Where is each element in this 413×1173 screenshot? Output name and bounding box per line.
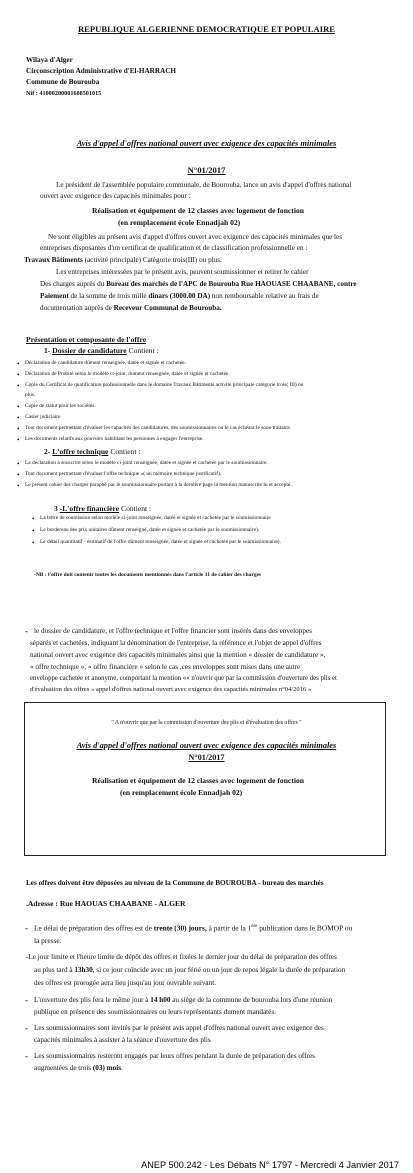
envelope-line-3: national ouvert avec exigence des capacités minimales ainsi que la mention « dossier de candidature », bbox=[30, 651, 326, 659]
box-project-line-2: (en remplacement école Ennadjah 02) bbox=[120, 788, 243, 797]
republic-heading: REPUBLIQUE ALGERIENNE DEMOCRATIQUE ET POPULAIRE bbox=[77, 24, 336, 34]
opening-text: L'ouverture des plis fera le même jour à bbox=[34, 996, 151, 1004]
s1-item: • Déclaration de Probité selon le modèle ci-joint, dument renseignée, datée et signée et cachetée. bbox=[25, 372, 400, 378]
s1-item: • Copie du Certificat de qualification professionnelle dans le domaine Travaux Bâtiments activité principale catégorie trois( III) ou bbox=[25, 383, 400, 389]
deposit-address: .Adresse : Rue HAOUAS CHAABANE - ALGER bbox=[26, 899, 186, 908]
invite-line-1: - Les soumissionnaires sont invités par le présent avis appel d'offres national ouvert avec exigence des bbox=[34, 1024, 324, 1032]
payment-amount: dinars (3000.00 DA) bbox=[148, 292, 211, 300]
envelope-line-1: - le dossier de candidature, et l'offre technique et l'offre financier sont insérés dans des enveloppes bbox=[34, 627, 312, 635]
envelope-line-4: « offre technique », « offre financière » selon le cas ,ces enveloppes sont mises dans une autre bbox=[30, 663, 301, 671]
limit-line-2 bbox=[34, 966, 345, 974]
validity-period: . bbox=[121, 1064, 123, 1072]
delay-line-1 bbox=[34, 924, 352, 933]
nb-note: -NB : l'offre doit contenir toutes les documents mentionnés dans l'article 11 de cahier des charges bbox=[34, 572, 262, 578]
delay-bomop: publication dans le BOMOP ou bbox=[257, 923, 353, 933]
eligibility-line-3 bbox=[24, 256, 222, 264]
envelope-line-6: d'évaluation des offres » appel d'offres national ouvert avec exigence des capacités minimales n°04/2016 » bbox=[30, 686, 312, 693]
intro-line-1: Le président de l'assemblée populaire communale, de Bourouba, lance un avis d'appel d'offres national bbox=[56, 181, 352, 189]
delay-line-2: la presse. bbox=[34, 936, 62, 945]
opening-line-2: publique en présence des soumissionnaires ou leurs représentants dument mandatés. bbox=[34, 1008, 276, 1016]
section-3-title: -L'offre financière bbox=[59, 504, 120, 513]
limit-line-1: -Le jour limite et l'heure limite de dépôt des offres et fixées le dernier jour du délai de préparation des offres bbox=[26, 953, 337, 961]
project-line-2: (en remplacement école Ennadjah 02) bbox=[118, 218, 241, 227]
deposit-line: Les offres doivent être déposées au niveau de la Commune de BOUROUBA - bureau des marchés bbox=[26, 879, 324, 887]
section-2-title: L'offre technique bbox=[52, 447, 109, 456]
intro-line-2: ouvert avec exigence des capacités minimales pour : bbox=[40, 192, 191, 200]
bureau-marches: Bureau des marchés de l'APC de Bourouba Rue HAOUASE CHAABANE, contre bbox=[106, 280, 357, 288]
section-1-title: Dossier de candidature bbox=[52, 346, 127, 355]
limit-line-3: des offres est prorogée aura lieu jusqu'au jour ouvrable suivant. bbox=[34, 979, 216, 987]
receveur-communal: Receveur Communal de Bourouba. bbox=[113, 304, 222, 312]
interest-line-4 bbox=[40, 304, 222, 312]
section-2-heading bbox=[44, 448, 140, 457]
s1-item: • Casier judiciaire bbox=[25, 415, 400, 421]
opening-rest: au siège de la commune de bourouba lors d'une réunion bbox=[170, 996, 333, 1004]
interest-line-3 bbox=[40, 292, 319, 300]
notice-title: Avis d'appel d'offres national ouvert avec exigence des capacités minimales bbox=[76, 139, 337, 148]
eligibility-domain: Travaux Bâtiments bbox=[24, 256, 83, 264]
eligibility-line-1: Ne sont éligibles au présent avis d'appel d'offres ouvert avec exigence des capacités minimales que les bbox=[48, 233, 343, 241]
s1-item: • Copie de statut pour les sociétés. bbox=[25, 404, 400, 410]
box-note: " A n'ouvrir que par la commission d'ouverture des plis et d'évaluation des offres " bbox=[111, 720, 302, 726]
section-1-suffix: Contient : bbox=[126, 346, 159, 355]
envelope-line-5: enveloppe cachetée et anonyme, comportant la mention «« n'ouvrir que par la commission d'ouverture des plis et bbox=[30, 675, 337, 682]
s2-item: • Tout document permettant d'évaluer l'offre technique «( un mémoire technique justificatif). bbox=[25, 472, 400, 478]
opening-hour: 14 h00 bbox=[150, 996, 171, 1004]
s1-item-continued: plus. bbox=[25, 392, 36, 398]
limit-hour: 13h30 bbox=[74, 966, 93, 974]
wilaya-line: Wilaya d'Alger bbox=[26, 56, 73, 64]
section-1-number: 1- bbox=[44, 346, 51, 355]
delay-days: trente (30) jours, bbox=[153, 923, 207, 933]
s1-item: • Déclaration de candidature dûment renseignée, datée et signée et cachetée. bbox=[25, 361, 400, 367]
validity-line-1: - Les soumissionnaires resteront engagés par leurs offres pendant la durée de préparation des offres bbox=[34, 1052, 315, 1060]
s2-item: • Le présent cahier des charges paraphé par le soumissionnaire portant à la dernière page la mention manuscrite lu et accepté. bbox=[25, 483, 400, 489]
s2-item: • La déclaration à souscrire selon le modèle ci-joint renseignée, datée et signée et cachetée par le soumissionnaire. bbox=[25, 461, 400, 467]
validity-months: (03) mois bbox=[92, 1064, 122, 1072]
interest-text: Des charges auprès du bbox=[40, 280, 107, 288]
envelope-line-2: séparés et cachetées, indiquant la dénomination de l'entreprise, la référence et l'objet de appel d'offres bbox=[30, 639, 322, 647]
section-2-suffix: Contient : bbox=[108, 447, 141, 456]
s3-item: • La lettre de soumission selon modèle ci-joint renseignée, datée et signée et cachetée par le soumissionnaire bbox=[40, 516, 385, 522]
delay-text: Le délai de préparation des offres est de bbox=[34, 923, 154, 933]
box-number: N°01/2017 bbox=[188, 753, 225, 762]
validity-text: augmentées de trois bbox=[34, 1064, 93, 1072]
s1-item: • Les documents relatifs aux pouvoirs habilitant les personnes à engager l'entreprise. bbox=[25, 437, 400, 443]
section-2-number: 2- bbox=[44, 447, 51, 456]
validity-line-2 bbox=[34, 1064, 123, 1072]
payment-suffix: non remboursable relative au frais de bbox=[210, 292, 319, 300]
section-3-suffix: Contient : bbox=[119, 504, 152, 513]
s1-item: • Tout document permettant d'évaluer les capacités des candidatures, des soumissionnaires ou le cas échéant le sous-traitants bbox=[25, 426, 400, 432]
delay-from: à partir de la 1 bbox=[206, 923, 252, 933]
payment-word: Paiement bbox=[40, 292, 69, 300]
s3-item: • Le bordereau des prix unitaires dûment renseigné, datée et signée et cachetée par le soumissionnaire). bbox=[40, 528, 385, 534]
interest-line-2 bbox=[40, 280, 357, 288]
documentation-text: documentation auprès de bbox=[40, 304, 114, 312]
section-3-number: 3 bbox=[54, 504, 58, 513]
opening-line-1 bbox=[34, 996, 332, 1004]
payment-text: de la somme de trois mille bbox=[68, 292, 149, 300]
s3-item: • Le détail quantitatif - estimatif de l'offre dûment renseignée, datée et signée et cachetée par le soumissionnaire). bbox=[40, 540, 385, 546]
invite-line-2: capacités minimales à assister à la séance d'ouverture des plis bbox=[34, 1036, 211, 1044]
eligibility-line-2: entreprises disposantes d'un certificat de qualification et de classification professionnelle en : bbox=[40, 244, 308, 252]
delay-superscript: ère bbox=[251, 924, 258, 929]
nif-line: Nif : 41000200001608501015 bbox=[26, 90, 102, 97]
section-1-heading bbox=[44, 347, 159, 356]
limit-rest: , si ce jour coïncide avec un jour férié ou un jour de repos légale la durée de préparation bbox=[92, 966, 346, 974]
presentation-heading: Présentation et composante de l'offre bbox=[26, 335, 147, 344]
section-3-heading bbox=[54, 505, 151, 514]
circonscription-line: Circonscription Administrative d'El-HARRACH bbox=[26, 67, 177, 75]
box-title: Avis d'appel d'offres national ouvert avec exigence des capacités minimales bbox=[76, 741, 337, 750]
project-line-1: Réalisation et équipement de 12 classes avec logement de fonction bbox=[92, 206, 304, 215]
interest-line-1: Les entreprises intéressées par le présent avis, peuvent soumissionner et retirer le cahier bbox=[56, 268, 309, 276]
box-project-line-1: Réalisation et équipement de 12 classes avec logement de fonction bbox=[92, 776, 304, 785]
notice-number: N°01/2017 bbox=[187, 165, 226, 175]
footer-publication: ANEP 500.242 - Les Débats N° 1797 - Mercredi 4 Janvier 2017 bbox=[141, 1160, 399, 1170]
commune-line: Commune de Bourouba bbox=[26, 78, 100, 86]
limit-text: au plus tard à bbox=[34, 966, 75, 974]
eligibility-category: (activité principale) Catégorie trois(III) ou plus. bbox=[82, 256, 222, 264]
